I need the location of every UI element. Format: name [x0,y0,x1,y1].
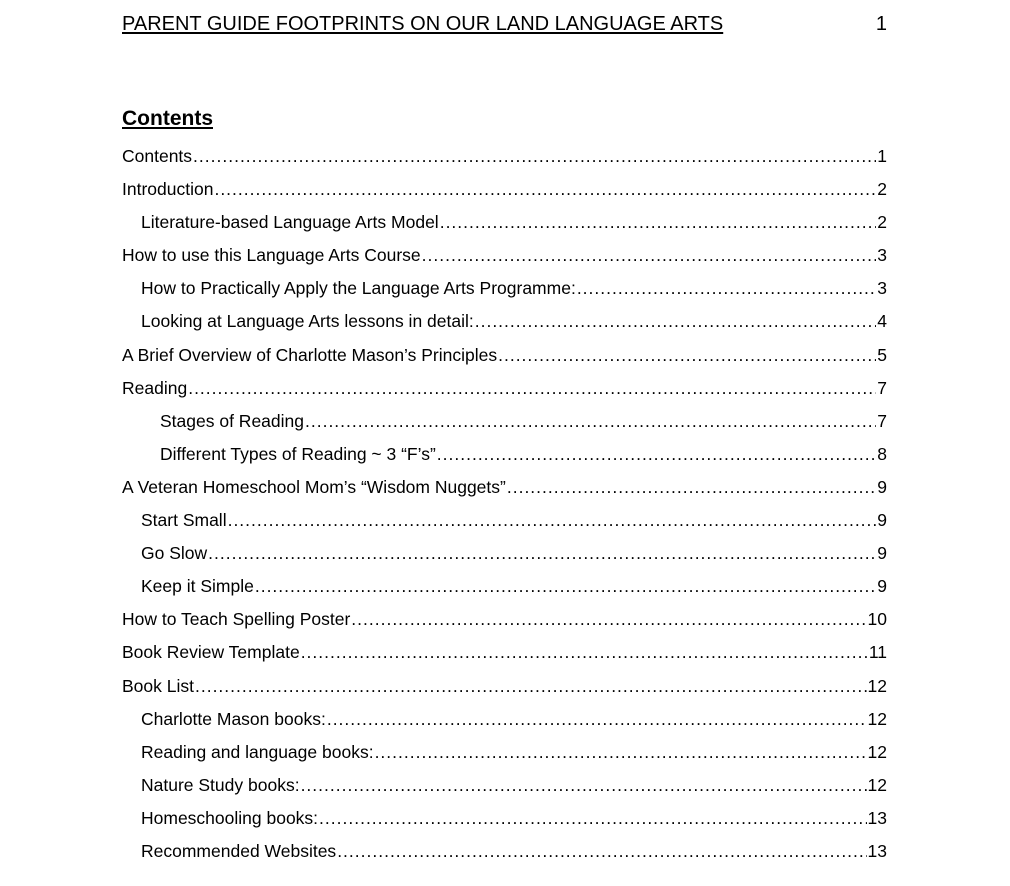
toc-entry-label[interactable]: Go Slow [141,543,208,564]
toc-entry[interactable] [122,603,887,636]
toc-entry[interactable] [122,570,887,603]
toc-entry-page-number[interactable]: 12 [867,741,887,762]
toc-entry-page-number[interactable]: 12 [867,708,887,729]
toc-entry-label[interactable]: Different Types of Reading ~ 3 “F’s” [160,443,436,464]
toc-entry-label[interactable]: How to Practically Apply the Language Arts Programme: [141,278,576,299]
toc-dot-leader [498,339,876,372]
toc-dot-leader [301,769,867,802]
toc-entry[interactable] [122,802,887,835]
toc-entry[interactable] [122,339,887,372]
toc-entry-label[interactable]: Literature-based Language Arts Model [141,212,439,233]
toc-entry-label[interactable]: How to use this Language Arts Course [122,245,421,266]
toc-entry-page-number[interactable]: 10 [867,609,887,630]
toc-entry[interactable] [122,670,887,703]
toc-entry-page-number[interactable]: 3 [877,278,887,299]
toc-entry-page-number[interactable]: 1 [877,146,887,166]
toc-entry-label[interactable]: Introduction [122,179,214,200]
document-title: PARENT GUIDE FOOTPRINTS ON OUR LAND LANGUAGE ARTS [122,13,724,35]
toc-dot-leader [301,636,868,669]
toc-entry-page-number[interactable]: 9 [877,543,887,564]
toc-entry[interactable] [122,471,887,504]
toc-entry-page-number[interactable]: 13 [867,807,887,828]
toc-entry-page-number[interactable]: 12 [867,774,887,795]
toc-entry-label[interactable]: Book Review Template [122,642,300,663]
toc-dot-leader [255,570,876,603]
toc-entry[interactable] [122,703,887,736]
toc-entry-page-number[interactable]: 5 [877,344,887,365]
page-header [122,13,887,39]
toc-entry[interactable] [122,206,887,239]
toc-entry-label[interactable]: Reading [122,377,188,398]
toc-dot-leader [208,537,876,570]
toc-entry-page-number[interactable]: 4 [877,311,887,332]
toc-entry[interactable] [122,636,887,669]
toc-dot-leader [188,372,876,405]
toc-entry-label[interactable]: Contents [122,146,193,166]
toc-entry-page-number[interactable]: 3 [877,245,887,266]
toc-entry-page-number[interactable]: 7 [877,410,887,431]
toc-entry[interactable] [122,239,887,272]
toc-entry[interactable] [122,140,887,173]
toc-dot-leader [577,272,876,305]
toc-dot-leader [507,471,876,504]
toc-entry-label[interactable]: Start Small [141,510,227,531]
toc-entry-label[interactable]: A Veteran Homeschool Mom’s “Wisdom Nuggets” [122,476,506,497]
toc-entry-page-number[interactable]: 9 [877,576,887,597]
toc-entry-page-number[interactable]: 12 [867,675,887,696]
toc-dot-leader [193,140,876,173]
toc-entry-page-number[interactable]: 2 [877,212,887,233]
toc-entry[interactable] [122,272,887,305]
table-of-contents [122,140,887,868]
toc-entry-label[interactable]: Stages of Reading [160,410,304,431]
toc-entry-page-number[interactable]: 7 [877,377,887,398]
toc-entry-label[interactable]: Reading and language books: [141,741,374,762]
toc-dot-leader [375,736,867,769]
contents-heading: Contents [122,107,213,130]
toc-dot-leader [351,603,866,636]
toc-entry-label[interactable]: Nature Study books: [141,774,300,795]
toc-entry-label[interactable]: Looking at Language Arts lessons in detail: [141,311,474,332]
toc-entry-label[interactable]: Homeschooling books: [141,807,319,828]
header-page-number: 1 [875,13,887,35]
toc-entry-label[interactable]: Charlotte Mason books: [141,708,326,729]
toc-dot-leader [422,239,877,272]
toc-entry-label[interactable]: Keep it Simple [141,576,254,597]
toc-entry-page-number[interactable]: 9 [877,476,887,497]
toc-entry-page-number[interactable]: 8 [877,443,887,464]
toc-entry[interactable] [122,405,887,438]
toc-dot-leader [228,504,877,537]
toc-entry-page-number[interactable]: 9 [877,510,887,531]
toc-dot-leader [214,173,876,206]
toc-entry-label[interactable]: A Brief Overview of Charlotte Mason’s Principles [122,344,498,365]
toc-dot-leader [437,438,876,471]
toc-entry[interactable] [122,835,887,868]
toc-dot-leader [195,670,867,703]
toc-dot-leader [337,835,866,868]
toc-dot-leader [319,802,866,835]
toc-entry[interactable] [122,173,887,206]
toc-entry-label[interactable]: Book List [122,675,194,696]
toc-entry[interactable] [122,372,887,405]
toc-entry-label[interactable]: How to Teach Spelling Poster [122,609,351,630]
toc-entry[interactable] [122,504,887,537]
toc-entry[interactable] [122,438,887,471]
toc-entry-label[interactable]: Recommended Websites [141,840,337,861]
toc-entry-page-number[interactable]: 2 [877,179,887,200]
toc-dot-leader [327,703,867,736]
toc-entry[interactable] [122,736,887,769]
toc-entry[interactable] [122,769,887,802]
toc-dot-leader [440,206,877,239]
toc-entry-page-number[interactable]: 11 [868,642,887,663]
toc-entry[interactable] [122,305,887,338]
toc-dot-leader [475,305,877,338]
toc-entry-page-number[interactable]: 13 [867,840,887,861]
toc-dot-leader [305,405,876,438]
toc-entry[interactable] [122,537,887,570]
